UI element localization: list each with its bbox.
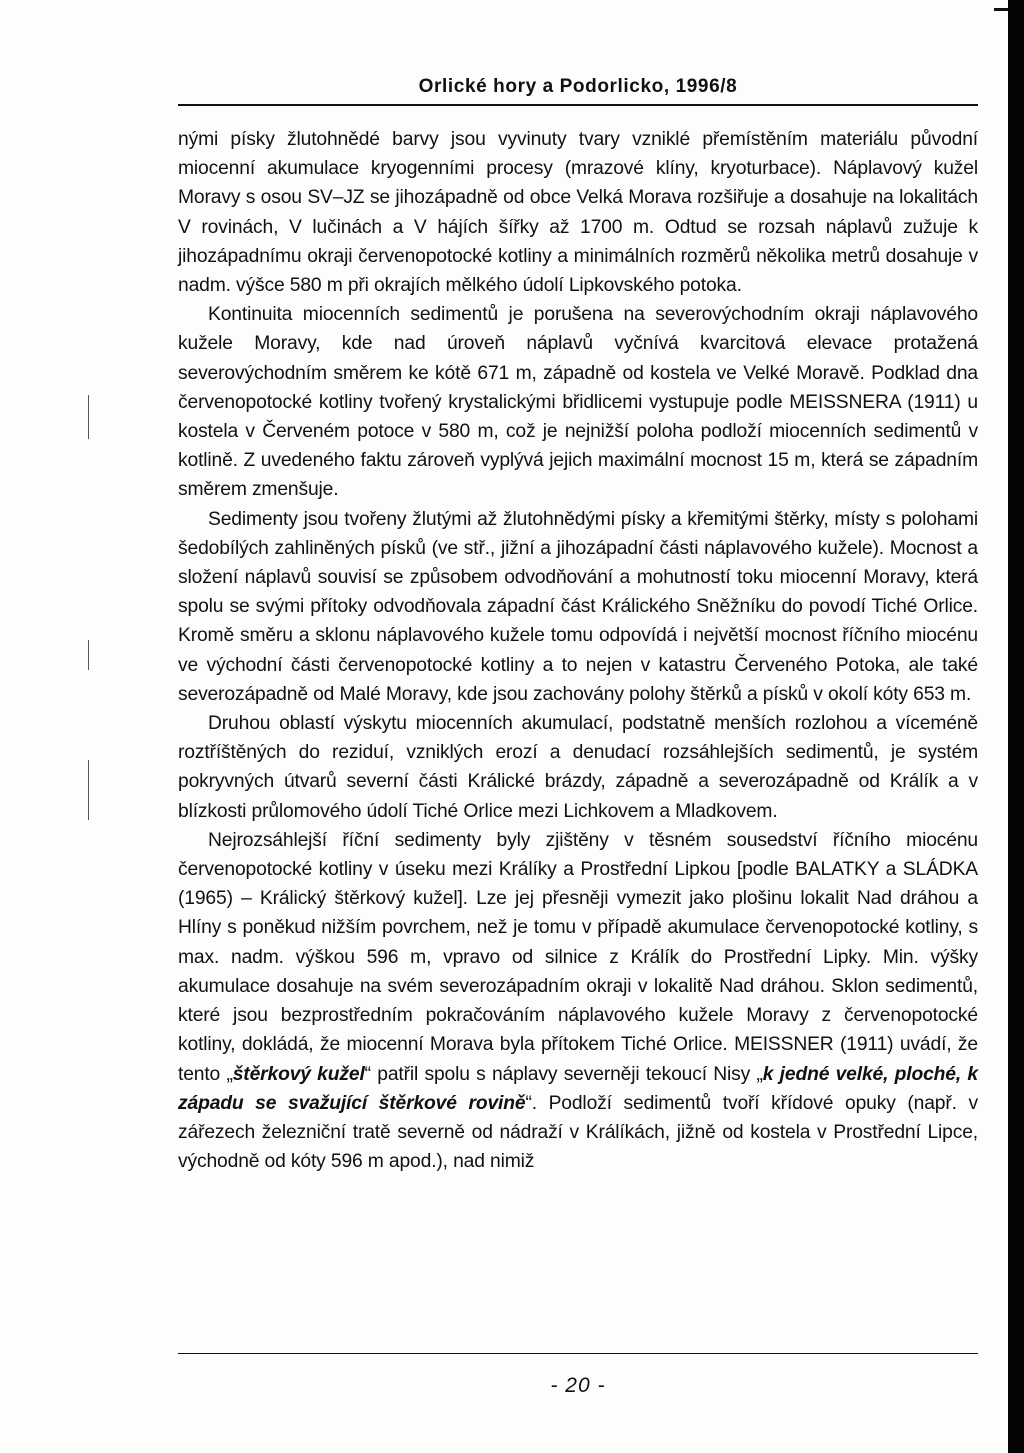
running-header: Orlické hory a Podorlicko, 1996/8 (418, 76, 738, 97)
scan-edge-bar (1008, 0, 1024, 1453)
paragraph: Kontinuita miocenních sedimentů je porušena na severovýchodním okraji náplavového kužele Moravy, kde nad úroveň náplavů vyčnívá kvarcitová elevace protažená severovýchodním směrem ke kótě 671 m, západně od kostela ve Velké Moravě. Podklad dna červenopotocké kotliny tvořený krystalickými břidlicemi vystupuje podle MEISSNERA (1911) u kostela v Červeném potoce v 580 m, což je nejnižší poloha podloží miocenních sedimentů v kotlině. Z uvedeného faktu zároveň vyplývá jejich maximální mocnost 15 m, která se západním směrem zmenšuje. (178, 304, 978, 501)
paragraph-text: Nejrozsáhlejší říční sedimenty byly zjištěny v těsném sousedství říčního miocénu červenopotocké kotliny v úseku mezi Králíky a Prostřední Lipkou [podle BALATKY a SLÁDKA (1965) – Králický štěrkový kužel]. Lze jej přesněji vymezit jako plošinu lokalit Nad dráhou a Hlíny s poněkud nižším povrchem, než je tomu v případě akumulace červenopotocké kotliny, s max. nadm. výškou 596 m, vpravo od silnice z Králík do Prostřední Lipky. Min. výšky akumulace dosahuje na svém severozápadním okraji v lokalitě Nad dráhou. Sklon sedimentů, které jsou bezprostředním pokračováním náplavového kužele Moravy z červenopotocké kotliny, dokládá, že miocenní Morava byla přítokem Tiché Orlice. MEISSNER (1911) uvádí, že tento „ (178, 829, 978, 1085)
scan-margin-mark (88, 395, 89, 439)
scan-edge-notch (994, 8, 1008, 11)
scan-margin-mark (88, 760, 89, 820)
scan-margin-mark (88, 640, 89, 670)
header-rule (178, 104, 978, 106)
body-text (178, 125, 978, 1176)
quoted-phrase: k jedné velké, ploché, k západu se svažující štěrkové rovině (178, 1063, 978, 1114)
paragraph: Sedimenty jsou tvořeny žlutými až žlutohnědými písky a křemitými štěrky, místy s polohami šedobílých zahliněných písků (ve stř., jižní a jihozápadní části náplavového kužele). Mocnost a složení náplavů souvisí se způsobem odvodňování a mohutností toku miocenní Moravy, která spolu se svými přítoky odvodňovala západní část Králického Sněžníku do povodí Tiché Orlice. Kromě směru a sklonu náplavového kužele tomu odpovídá i největší mocnost říčního miocénu ve východní části červenopotocké kotliny a to nejen v katastru Červeného Potoka, ale také severozápadně od Malé Moravy, kde jsou zachovány polohy štěrků a písků v okolí kóty 653 m. (178, 508, 978, 705)
paragraph-text: “. Podloží sedimentů tvoří křídové opuky (např. v zářezech železniční tratě severně od nádraží v Králíkách, jižně od kostela v Prostřední Lipce, východně od kóty 596 m apod.), nad nimiž (178, 1092, 979, 1173)
paragraph-with-quotes (178, 826, 978, 1176)
paragraph: nými písky žlutohnědé barvy jsou vyvinuty tvary vzniklé přemístěním materiálu původní miocenní akumulace kryogenními procesy (mrazové klíny, kryoturbace). Náplavový kužel Moravy s osou SV–JZ se jihozápadně od obce Velká Morava rozšiřuje a dosahuje na lokalitách V rovinách, V lučinách a V hájích šířky až 1700 m. Odtud se rozsah náplavů zužuje k jihozápadnímu okraji červenopotocké kotliny a minimálních rozměrů několika metrů dosahuje v nadm. výšce 580 m při okrajích mělkého údolí Lipkovského potoka. (178, 129, 978, 297)
page-number: - 20 - (550, 1374, 606, 1397)
footer-rule (178, 1353, 978, 1354)
paragraph: Druhou oblastí výskytu miocenních akumulací, podstatně menších rozlohou a víceméně roztříštěných do reziduí, vzniklých erozí a denudací rozsáhlejších sedimentů, je systém pokryvných útvarů severní části Králické brázdy, západně a severozápadně od Králík a v blízkosti průlomového údolí Tiché Orlice mezi Lichkovem a Mladkovem. (178, 713, 978, 822)
paragraph-text: “ patřil spolu s náplavy severněji tekoucí Nisy „ (364, 1063, 763, 1085)
quoted-term: štěrkový kužel (232, 1063, 365, 1085)
